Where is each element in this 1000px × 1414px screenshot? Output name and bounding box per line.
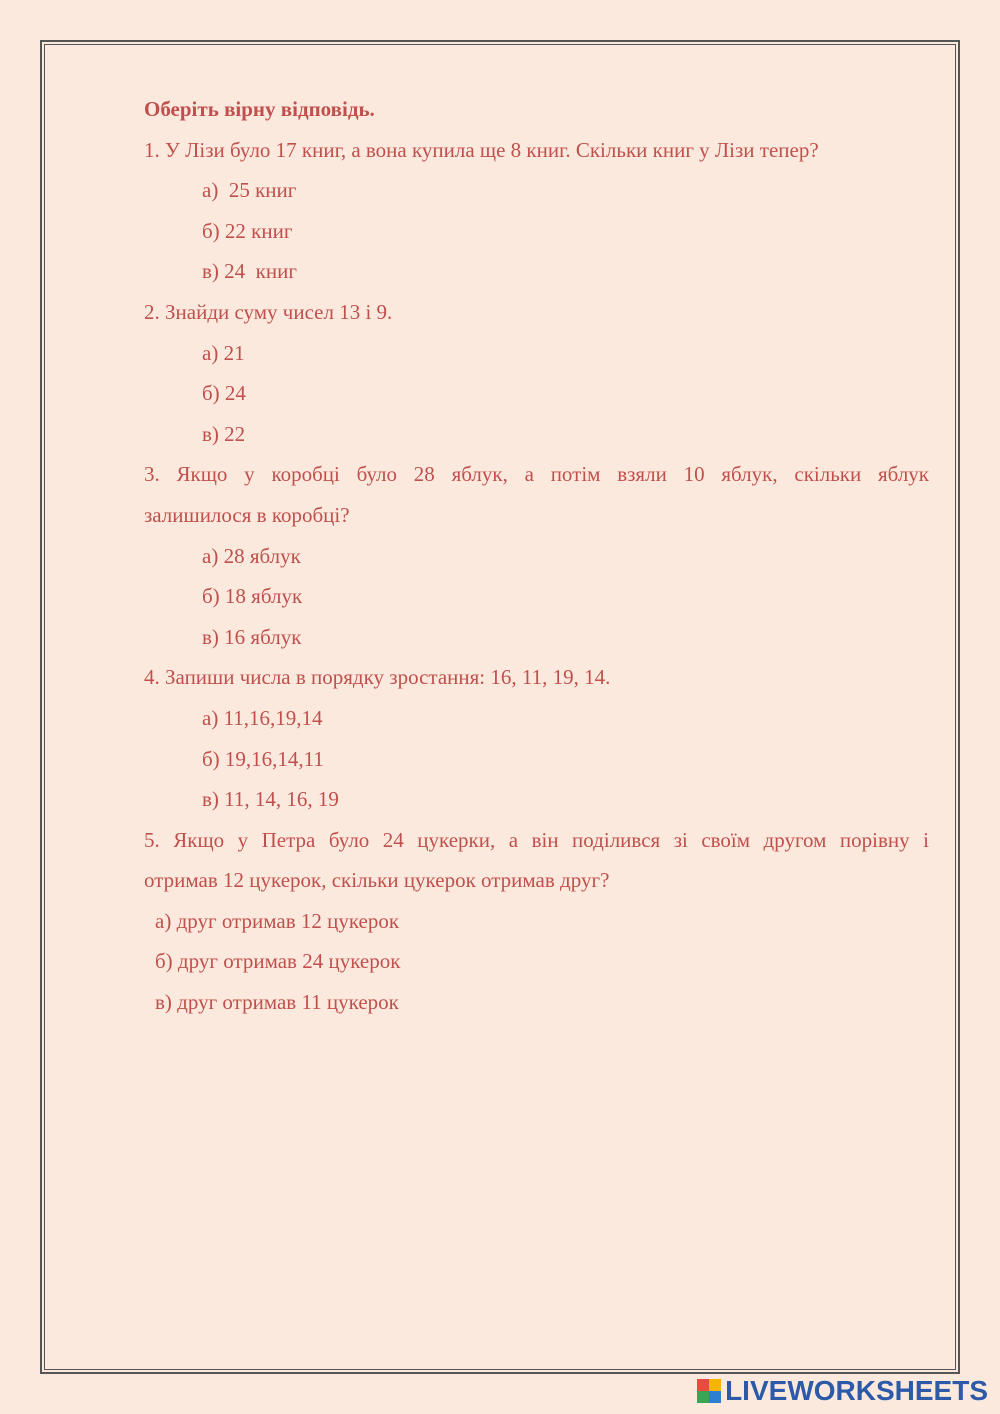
question-1-option-a[interactable]: а) 25 книг bbox=[202, 178, 297, 203]
question-3-text-line2: залишилося в коробці? bbox=[144, 502, 350, 527]
worksheet-title: Оберіть вірну відповідь. bbox=[144, 97, 375, 121]
question-5-text-line1: 5. Якщо у Петра було 24 цукерки, а він поділився зі своїм другом порівну і bbox=[144, 827, 929, 852]
question-5-text-line2: отримав 12 цукерок, скільки цукерок отримав друг? bbox=[144, 868, 610, 893]
question-2-option-b[interactable]: б) 24 bbox=[202, 381, 246, 406]
question-1-option-c[interactable]: в) 24 книг bbox=[202, 259, 297, 284]
liveworksheets-watermark bbox=[697, 1374, 988, 1408]
question-4-option-a[interactable]: а) 11,16,19,14 bbox=[202, 705, 323, 730]
question-4-option-b[interactable]: б) 19,16,14,11 bbox=[202, 746, 324, 771]
question-2-option-c[interactable]: в) 22 bbox=[202, 421, 246, 446]
question-5-option-a[interactable]: а) друг отримав 12 цукерок bbox=[155, 908, 400, 933]
question-2-option-a[interactable]: а) 21 bbox=[202, 340, 245, 365]
question-5-option-c[interactable]: в) друг отримав 11 цукерок bbox=[155, 990, 399, 1015]
question-3-option-c[interactable]: в) 16 яблук bbox=[202, 624, 302, 649]
question-5-option-b[interactable]: б) друг отримав 24 цукерок bbox=[155, 949, 401, 974]
watermark-text: LIVEWORKSHEETS bbox=[725, 1375, 988, 1406]
liveworksheets-logo-icon bbox=[697, 1379, 721, 1403]
question-4-option-c[interactable]: в) 11, 14, 16, 19 bbox=[202, 787, 339, 812]
question-3-option-b[interactable]: б) 18 яблук bbox=[202, 584, 303, 609]
question-3-text-line1: 3. Якщо у коробці було 28 яблук, а потім взяли 10 яблук, скільки яблук bbox=[144, 462, 929, 487]
worksheet bbox=[144, 93, 929, 1027]
question-4-text: 4. Запиши числа в порядку зростання: 16, 11, 19, 14. bbox=[144, 665, 611, 690]
question-1-text: 1. У Лізи було 17 книг, а вона купила ще 8 книг. Скільки книг у Лізи тепер? bbox=[144, 137, 819, 162]
question-3-option-a[interactable]: а) 28 яблук bbox=[202, 543, 301, 568]
question-2-text: 2. Знайди суму чисел 13 і 9. bbox=[144, 299, 393, 324]
question-1-option-b[interactable]: б) 22 книг bbox=[202, 218, 293, 243]
